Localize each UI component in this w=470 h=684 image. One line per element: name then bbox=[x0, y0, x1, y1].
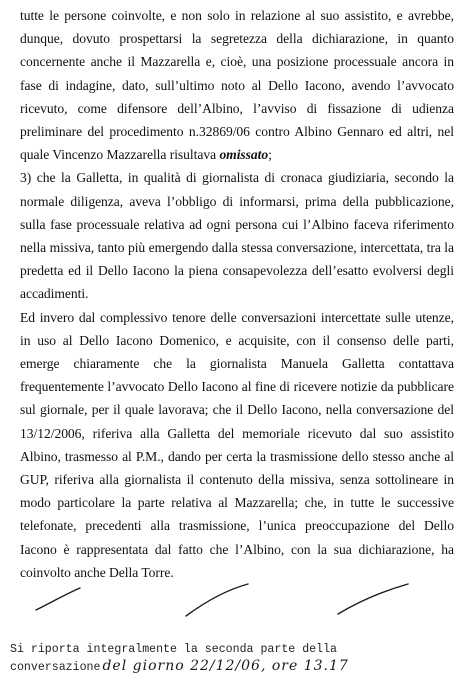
signature-stroke-3 bbox=[338, 584, 408, 614]
paragraph-3: Ed invero dal complessivo tenore delle conversazioni intercettate sulle utenze, in uso al Dello Iacono Domenico, e acquisite, con il consenso delle parti, emerge chiaramente che la giornalista Manuela Galletta contattava frequentemente l’avvocato Dello Iacono al fine di ricevere notizie da pubblicare sul giornale, per il quale lavorava; che il Dello Iacono, nella conversazione del 13/12/2006, riferiva alla Galletta del memoriale ricevuto dal suo assistito Albino, trasmesso al P.M., dando per certa la trasmissione dello stesso anche al GUP, riferiva alla giornalista il contenuto della missiva, senza sottolineare in modo particolare la parte relativa al Mazzarella; che, in tutte le successive telefonate, precedenti alla trasmissione, l’unica preoccupazione del Dello Iacono è rappresentata dal fatto che l’Albino, con la sua dichiarazione, ha coinvolto anche Della Torre. bbox=[20, 309, 454, 580]
paragraph-1-end: ; bbox=[268, 147, 272, 163]
signature-area bbox=[0, 580, 470, 632]
signature-stroke-2 bbox=[186, 584, 248, 616]
paragraph-2: 3) che la Galletta, in qualità di giornalista di cronaca giudiziaria, secondo la normale diligenza, aveva l’obbligo di informarsi, prima della pubblicazione, sulla fase processuale relativa ad ogni persona cui l’Albino faceva riferimento nella missiva, tanto più emergendo dalla stessa conversazione, intercettata, tra la predetta ed il Dello Iacono la piena consapevolezza dell’esatto evolversi degli accadimenti. bbox=[20, 170, 454, 302]
handwritten-date-note: del giorno 22/12/06, ore 13.17 bbox=[102, 658, 349, 674]
footer-note-line-1: Si riporta integralmente la seconda parte della bbox=[10, 643, 337, 656]
footer-note-line-2 bbox=[10, 658, 466, 676]
signature-stroke-1 bbox=[36, 588, 80, 610]
emphasis-omissato: omissato bbox=[219, 147, 269, 163]
footer-note-typed: conversazione bbox=[10, 661, 101, 674]
paragraph-1-text: tutte le persone coinvolte, e non solo in relazione al suo assistito, e avrebbe, dunque, dovuto prospettarsi la segretezza della dichiarazione, in quanto concernente anche il Mazzarella e, cioè, una posizione processuale ancora in fase di indagine, dato, sull’ultimo noto al Dello Iacono, avendo l’avvocato ricevuto, come difensore dell’Albino, l’avviso di fissazione di udienza preliminare del procedimento n.32869/06 contro Albino Gennaro ed altri, nel quale Vincenzo Mazzarella risultava bbox=[20, 8, 454, 163]
document-body bbox=[20, 4, 454, 584]
paragraph-1 bbox=[20, 4, 454, 166]
footer-note bbox=[10, 641, 466, 676]
